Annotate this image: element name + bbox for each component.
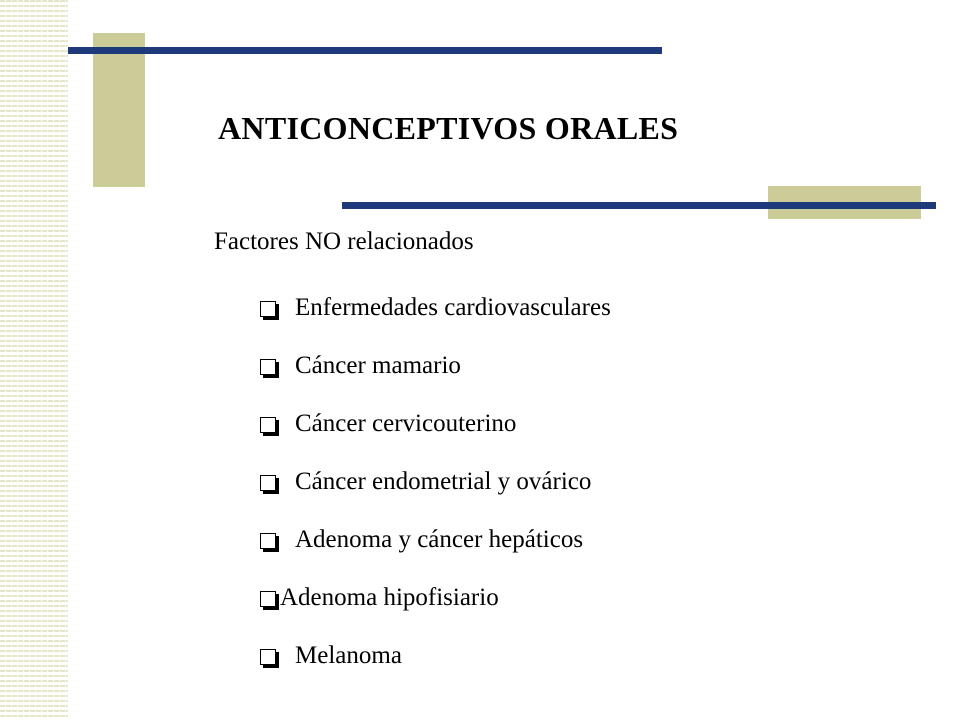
checkbox-icon bbox=[260, 649, 276, 665]
list-item bbox=[258, 337, 611, 395]
checkbox-icon bbox=[260, 591, 276, 607]
checkbox-icon bbox=[260, 301, 276, 317]
list-item-label: Cáncer mamario bbox=[295, 352, 461, 379]
list-item-label: Adenoma hipofisiario bbox=[280, 584, 499, 611]
decorative-navy-line-top bbox=[68, 47, 662, 54]
slide-subtitle: Factores NO relacionados bbox=[214, 228, 474, 255]
slide-title: ANTICONCEPTIVOS ORALES bbox=[218, 110, 679, 146]
list-item bbox=[258, 395, 611, 453]
checkbox-icon bbox=[260, 475, 276, 491]
list-item-label: Melanoma bbox=[295, 642, 402, 669]
checkbox-icon bbox=[260, 359, 276, 375]
factor-list bbox=[258, 279, 611, 685]
list-item bbox=[258, 627, 611, 685]
checkbox-icon bbox=[260, 533, 276, 549]
list-item-label: Cáncer cervicouterino bbox=[295, 410, 517, 437]
list-item bbox=[258, 279, 611, 337]
list-item-label: Adenoma y cáncer hepáticos bbox=[295, 526, 584, 553]
decorative-olive-block-top bbox=[93, 33, 145, 187]
decorative-navy-line-bottom bbox=[342, 202, 936, 209]
checkbox-icon bbox=[260, 417, 276, 433]
list-item bbox=[258, 569, 611, 627]
list-item-label: Enfermedades cardiovasculares bbox=[295, 294, 611, 321]
list-item bbox=[258, 511, 611, 569]
list-item-label: Cáncer endometrial y ovárico bbox=[295, 468, 592, 495]
decorative-left-stripe bbox=[0, 0, 68, 720]
list-item bbox=[258, 453, 611, 511]
